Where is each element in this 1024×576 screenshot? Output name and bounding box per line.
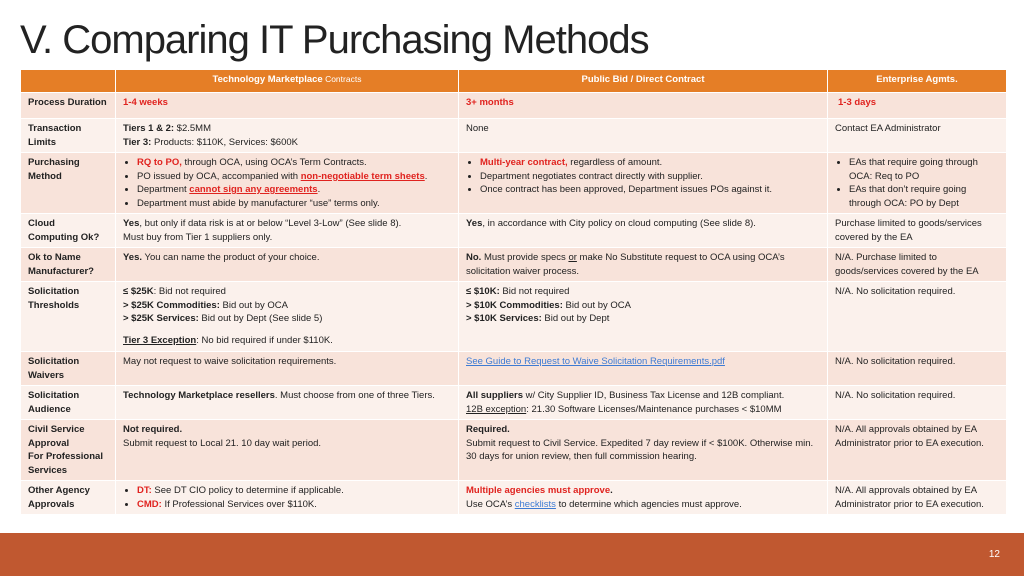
page-number: 12 (988, 549, 1000, 560)
table-row (21, 93, 1007, 119)
cell-audience-marketplace: Technology Marketplace resellers. Must choose from one of three Tiers. (116, 386, 459, 420)
cell-thresholds-marketplace: ≤ $25K: Bid not required > $25K Commodities: Bid out by OCA > $25K Services: Bid out by Dept (See slide 5) Tier 3 Exception: No bid required if under $110K. (116, 282, 459, 352)
table-row (21, 352, 1007, 386)
row-label-cloud: Cloud Computing Ok? (21, 214, 116, 248)
cell-cloud-enterprise: Purchase limited to goods/services covered by the EA (828, 214, 1007, 248)
header-blank (21, 70, 116, 93)
list-item: • Department must abide by manufacturer “use” terms only. (137, 197, 451, 211)
cell-limits-marketplace: Tiers 1 & 2: $2.5MM Tier 3: Products: $110K, Services: $600K (116, 119, 459, 153)
cell-limits-public-bid: None (459, 119, 828, 153)
table-row (21, 420, 1007, 481)
row-label-civil-service: Civil Service Approval For Professional Services (21, 420, 116, 481)
cell-audience-public-bid: All suppliers w/ City Supplier ID, Business Tax License and 12B compliant. 12B exception: 21.30 Software Licenses/Maintenance purchases < $10MM (459, 386, 828, 420)
list-item: • Multi-year contract, regardless of amount. (480, 156, 820, 170)
cell-method-enterprise (828, 153, 1007, 214)
list-item: • DT: See DT CIO policy to determine if applicable. (137, 484, 451, 498)
cell-cloud-marketplace: Yes, but only if data risk is at or below “Level 3-Low” (See slide 8). Must buy from Tier 1 suppliers only. (116, 214, 459, 248)
row-label-purchasing-method: Purchasing Method (21, 153, 116, 214)
list-item: • EAs that require going through OCA: Req to PO (849, 156, 999, 183)
header-enterprise-agreements: Enterprise Agmts. (828, 70, 1007, 93)
row-label-solicitation-waivers: Solicitation Waivers (21, 352, 116, 386)
header-technology-marketplace: Technology Marketplace Contracts (116, 70, 459, 93)
list-item: • RQ to PO, through OCA, using OCA’s Term Contracts. (137, 156, 451, 170)
list-item: • Department cannot sign any agreements. (137, 183, 451, 197)
table-row (21, 153, 1007, 214)
table-row (21, 248, 1007, 282)
cell-limits-enterprise: Contact EA Administrator (828, 119, 1007, 153)
cell-civil-enterprise: N/A. All approvals obtained by EA Administrator prior to EA execution. (828, 420, 1007, 481)
page-title: V. Comparing IT Purchasing Methods (20, 18, 649, 62)
table-header-row (21, 70, 1007, 93)
cell-civil-public-bid: Required. Submit request to Civil Service. Expedited 7 day review if < $100K. Otherwise min. 30 days for union review, then full commission hearing. (459, 420, 828, 481)
list-item: • CMD: If Professional Services over $110K. (137, 498, 451, 512)
waiver-guide-link[interactable]: See Guide to Request to Waive Solicitation Requirements.pdf (466, 356, 725, 367)
cell-cloud-public-bid: Yes, in accordance with City policy on cloud computing (See slide 8). (459, 214, 828, 248)
list-item: • PO issued by OCA, accompanied with non-negotiable term sheets. (137, 170, 451, 184)
list-item: • Department negotiates contract directly with supplier. (480, 170, 820, 184)
checklists-link[interactable]: checklists (514, 498, 556, 510)
cell-waivers-marketplace: May not request to waive solicitation requirements. (116, 352, 459, 386)
table-row (21, 282, 1007, 352)
cell-thresholds-public-bid: ≤ $10K: Bid not required > $10K Commodities: Bid out by OCA > $10K Services: Bid out by Dept (459, 282, 828, 352)
cell-thresholds-enterprise: N/A. No solicitation required. (828, 282, 1007, 352)
row-label-ok-to-name: Ok to Name Manufacturer? (21, 248, 116, 282)
cell-audience-enterprise: N/A. No solicitation required. (828, 386, 1007, 420)
cell-civil-marketplace: Not required. Submit request to Local 21. 10 day wait period. (116, 420, 459, 481)
cell-duration-public-bid: 3+ months (459, 93, 828, 119)
cell-name-enterprise: N/A. Purchase limited to goods/services covered by the EA (828, 248, 1007, 282)
cell-duration-enterprise: 1-3 days (828, 93, 1007, 119)
row-label-solicitation-thresholds: Solicitation Thresholds (21, 282, 116, 352)
cell-waivers-enterprise: N/A. No solicitation required. (828, 352, 1007, 386)
row-label-process-duration: Process Duration (21, 93, 116, 119)
table-row (21, 386, 1007, 420)
cell-agency-public-bid: Multiple agencies must approve. Use OCA’s checklists to determine which agencies must approve. (459, 481, 828, 515)
cell-method-marketplace (116, 153, 459, 214)
cell-duration-marketplace: 1-4 weeks (116, 93, 459, 119)
cell-name-marketplace: Yes. You can name the product of your choice. (116, 248, 459, 282)
footer-bar (0, 533, 1024, 576)
table-row (21, 214, 1007, 248)
cell-method-public-bid (459, 153, 828, 214)
cell-waivers-public-bid (459, 352, 828, 386)
row-label-other-agency: Other Agency Approvals (21, 481, 116, 515)
cell-agency-marketplace (116, 481, 459, 515)
cell-agency-enterprise: N/A. All approvals obtained by EA Administrator prior to EA execution. (828, 481, 1007, 515)
table-row (21, 119, 1007, 153)
list-item: • EAs that don’t require going through OCA: PO by Dept (849, 183, 999, 210)
table-row (21, 481, 1007, 515)
header-public-bid: Public Bid / Direct Contract (459, 70, 828, 93)
row-label-transaction-limits: Transaction Limits (21, 119, 116, 153)
comparison-table (20, 69, 1007, 515)
cell-name-public-bid: No. Must provide specs or make No Substitute request to OCA using OCA’s solicitation waiver process. (459, 248, 828, 282)
row-label-solicitation-audience: Solicitation Audience (21, 386, 116, 420)
list-item: • Once contract has been approved, Department issues POs against it. (480, 183, 820, 197)
